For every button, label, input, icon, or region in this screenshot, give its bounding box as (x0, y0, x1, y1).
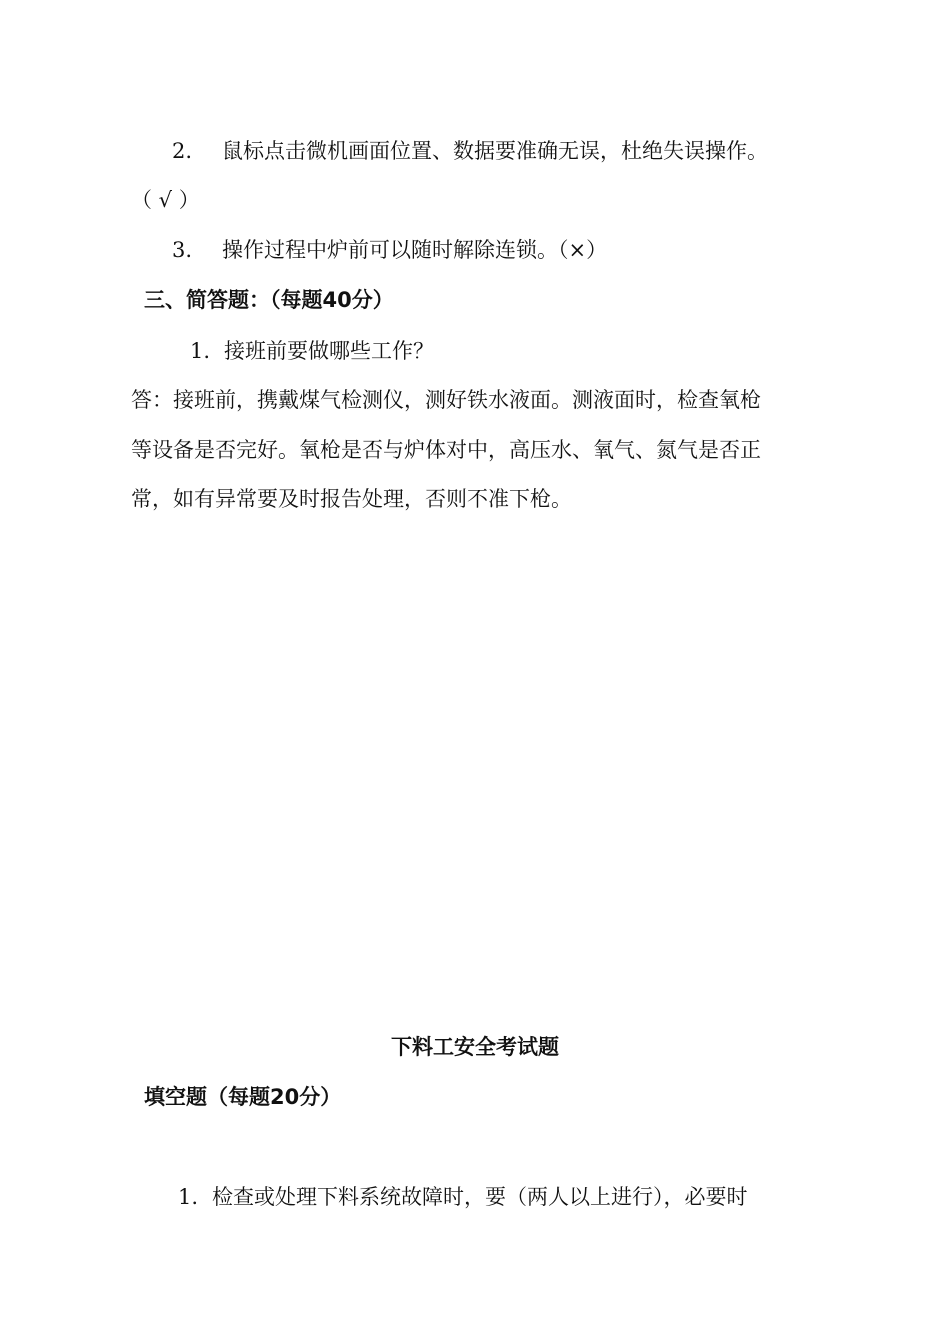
short-question-1 (190, 341, 434, 362)
tf-item-3-text: 操作过程中炉前可以随时解除连锁。（×） (222, 238, 608, 262)
tf-item-3-number: 3. (172, 238, 193, 262)
short-question-1-text: 接班前要做哪些工作？ (224, 339, 434, 363)
fill-blank-item-1-number: 1. (178, 1185, 199, 1209)
tf-item-2-number: 2. (172, 139, 193, 163)
short-answer-heading: 三、简答题：（每题40分） (144, 288, 394, 312)
short-answer-line-1: 答：接班前，携戴煤气检测仪，测好铁水液面。测液面时，检查氧枪 (131, 388, 761, 412)
tf-item-2 (172, 141, 768, 162)
short-question-1-number: 1. (190, 339, 211, 363)
tf-item-2-text: 鼠标点击微机画面位置、数据要准确无误，杜绝失误操作。 (222, 139, 768, 163)
fill-blank-item-1-text: 检查或处理下料系统故障时，要（两人以上进行），必要时 (212, 1185, 748, 1209)
short-answer-line-3: 常，如有异常要及时报告处理，否则不准下枪。 (131, 487, 572, 511)
tf-item-3 (172, 240, 607, 261)
fill-blank-heading: 填空题（每题20分） (144, 1085, 342, 1109)
fill-blank-item-1 (178, 1187, 748, 1208)
tf-item-2-answer: （ √ ） (131, 188, 200, 212)
exam-title: 下料工安全考试题 (391, 1035, 559, 1059)
short-answer-line-2: 等设备是否完好。氧枪是否与炉体对中，高压水、氧气、氮气是否正 (131, 438, 761, 462)
